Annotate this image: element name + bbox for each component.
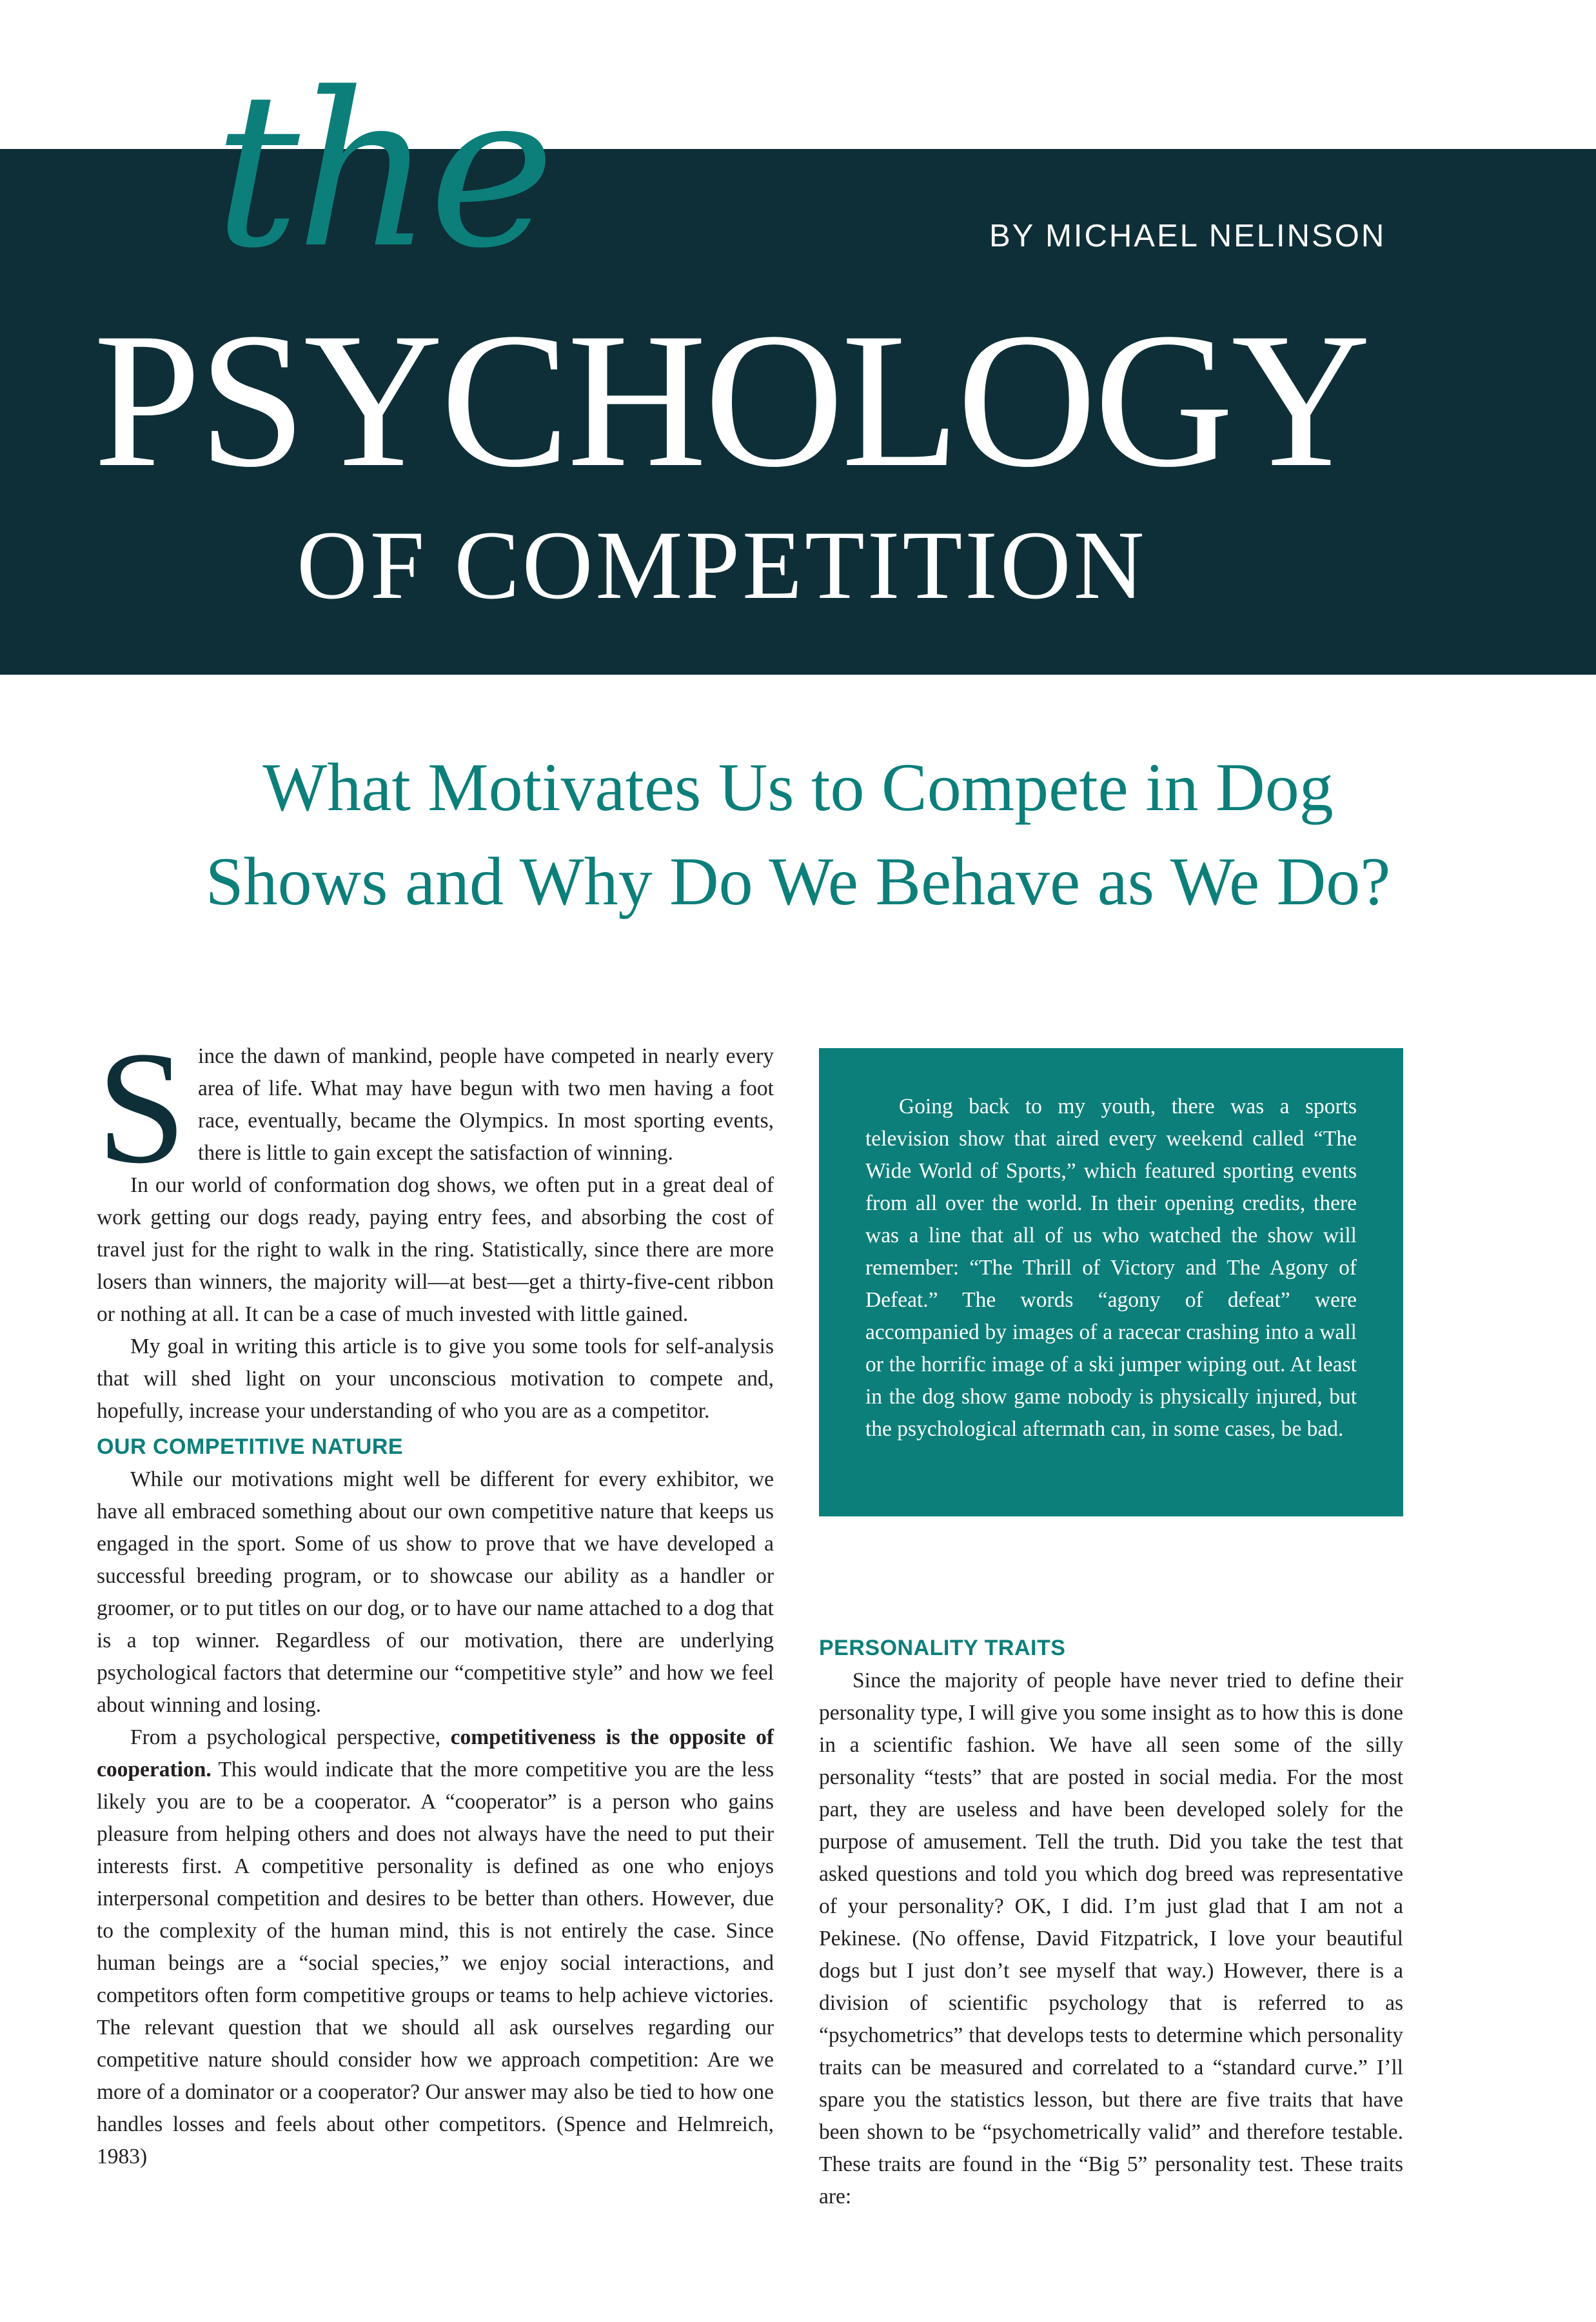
paragraph: While our motivations might well be different for every exhibitor, we have all embraced something about our own competitive nature that keeps us engaged in the sport. Some of us show to prove that we have developed a successful breeding program, or to showcase our ability as a handler or groomer, or to put titles on our dog, or to have our name attached to a dog that is a top winner. Regardless of our motivation, there are underlying psychological factors that determine our “competitive style” and how we feel about winning and losing. [97, 1467, 774, 1717]
pull-box [819, 1048, 1403, 1516]
paragraph-lead: From a psychological perspective, [130, 1725, 441, 1749]
subtitle-line-1: What Motivates Us to Compete in Dog [262, 749, 1334, 825]
pull-box-text: Going back to my youth, there was a sports television show that aired every weekend called “The Wide World of Sports,” which featured sporting events from all over the world. In their opening credits, there was a line that all of us who watched the show will remember: “The Thrill of Victory and The Agony of Defeat.” The words “agony of defeat” were accompanied by images of a racecar crashing into a wall or the horrific image of a ski jumper wiping out. At least in the dog show game nobody is physically injured, but the psychological aftermath can, in some cases, be bad. [865, 1095, 1357, 1441]
subtitle-line-2: Shows and Why Do We Behave as We Do? [205, 844, 1391, 919]
title-sub: OF COMPETITION [297, 511, 1147, 619]
paragraph [97, 1722, 774, 2173]
right-column [819, 1629, 1403, 2213]
drop-cap: S [97, 1018, 187, 1197]
article-subtitle [64, 740, 1532, 929]
paragraph-rest: This would indicate that the more competitive you are the less likely you are to be a cooperator. A “cooperator” is a person who gains pleasure from helping others and does not always have the need to put their interests first. A competitive personality is defined as one who enjoys interpersonal competition and desires to be better than others. However, due to the complexity of the human mind, this is not entirely the case. Since human beings are a “social species,” we enjoy social interactions, and competitors often form competitive groups or teams to help achieve victories. The relevant question that we should all ask ourselves regarding our competitive nature should consider how we approach competition: Are we more of a dominator or a cooperator? Our answer may also be tied to how one handles losses and feels about other competitors. (Spence and Helmreich, 1983) [97, 1758, 774, 2168]
title-main: PSYCHOLOGY [94, 293, 1368, 507]
paragraph: In our world of conformation dog shows, we often put in a great deal of work getting our dogs ready, paying entry fees, and absorbing the cost of travel just for the right to walk in the ring. Statistically, since there are more losers than winners, the majority will—at best—get a thirty-five-cent ribbon or nothing at all. It can be a case of much invested with little gained. [97, 1173, 774, 1326]
paragraph: Since the majority of people have never tried to define their personality type, I will give you some insight as to how this is done in a scientific fashion. We have all seen some of the silly personality “tests” that are posted in social media. For the most part, they are useless and have been developed solely for the purpose of amusement. Tell the truth. Did you take the test that asked questions and told you which dog breed was representative of your personality? OK, I did. I’m just glad that I am not a Pekinese. (No offense, David Fitzpatrick, I love your beautiful dogs but I just don’t see myself that way.) However, there is a division of scientific psychology that is referred to as “psychometrics” that develops tests to determine which personality traits can be measured and correlated to a “standard curve.” I’ll spare you the statistics lesson, but there are five traits that have been shown to be “psychometrically valid” and therefore testable. These traits are found in the “Big 5” personality test. These traits are: [819, 1669, 1403, 2208]
left-column [97, 1018, 774, 2173]
byline: BY MICHAEL NELINSON [989, 219, 1386, 253]
section-heading-competitive-nature: OUR COMPETITIVE NATURE [97, 1434, 404, 1459]
paragraph-intro-text: ince the dawn of mankind, people have competed in nearly every area of life. What may have begun with two men having a foot race, eventually, became the Olympics. In most sporting events, there is little to gain except the satisfaction of winning. [198, 1044, 774, 1165]
paragraph-bold: competitiveness is the opposite of cooperation. [97, 1725, 774, 1781]
title-the: the [214, 47, 551, 295]
paragraph-intro [97, 1018, 774, 1197]
section-heading-personality-traits: PERSONALITY TRAITS [819, 1636, 1066, 1660]
paragraph: My goal in writing this article is to give you some tools for self-analysis that will shed light on your unconscious motivation to compete and, hopefully, increase your understanding of who you are as a competitor. [97, 1335, 774, 1423]
